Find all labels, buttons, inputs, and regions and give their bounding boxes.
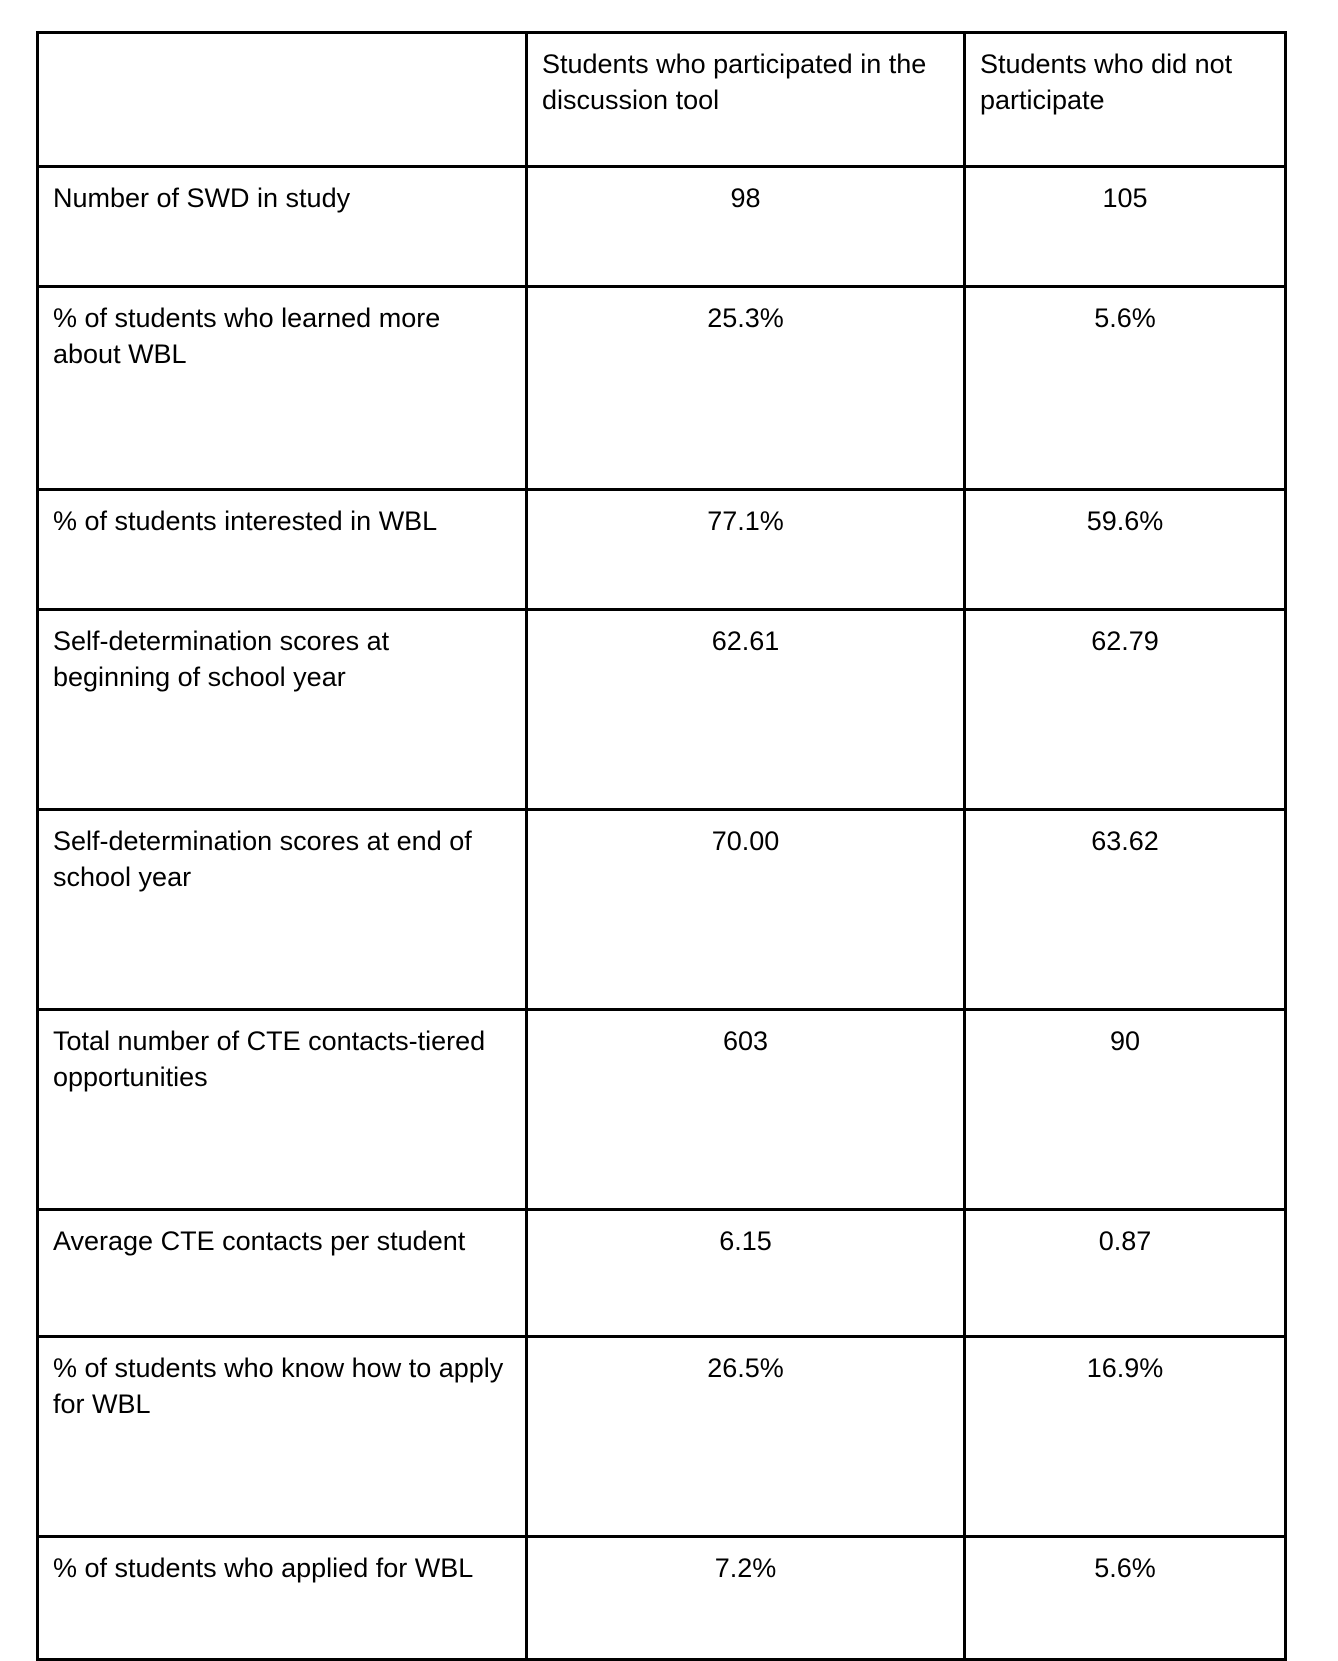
table-header — [38, 33, 1286, 167]
cell-did-not-participate: 5.6% — [965, 1537, 1286, 1660]
cell-did-not-participate: 62.79 — [965, 610, 1286, 810]
cell-participated: 26.5% — [527, 1337, 965, 1537]
table-row — [38, 610, 1286, 810]
table-header-row — [38, 33, 1286, 167]
column-header-metric — [38, 33, 527, 167]
row-label: Average CTE contacts per student — [38, 1210, 527, 1337]
row-label: % of students who applied for WBL — [38, 1537, 527, 1660]
table-row — [38, 1010, 1286, 1210]
column-header-participated: Students who participated in the discussion tool — [527, 33, 965, 167]
table-row — [38, 1537, 1286, 1660]
cell-participated: 25.3% — [527, 287, 965, 490]
row-label: Self-determination scores at beginning of school year — [38, 610, 527, 810]
cell-did-not-participate: 90 — [965, 1010, 1286, 1210]
row-label: % of students interested in WBL — [38, 490, 527, 610]
cell-did-not-participate: 0.87 — [965, 1210, 1286, 1337]
row-label: Total number of CTE contacts-tiered opportunities — [38, 1010, 527, 1210]
cell-participated: 603 — [527, 1010, 965, 1210]
row-label: % of students who learned more about WBL — [38, 287, 527, 490]
cell-did-not-participate: 63.62 — [965, 810, 1286, 1010]
table-body — [38, 167, 1286, 1660]
table-row — [38, 490, 1286, 610]
row-label: Number of SWD in study — [38, 167, 527, 287]
table-row — [38, 167, 1286, 287]
results-table — [36, 31, 1287, 1661]
column-header-did-not-participate: Students who did not participate — [965, 33, 1286, 167]
table-row — [38, 1337, 1286, 1537]
cell-did-not-participate: 59.6% — [965, 490, 1286, 610]
cell-participated: 6.15 — [527, 1210, 965, 1337]
row-label: Self-determination scores at end of school year — [38, 810, 527, 1010]
cell-participated: 77.1% — [527, 490, 965, 610]
table-row — [38, 810, 1286, 1010]
cell-did-not-participate: 16.9% — [965, 1337, 1286, 1537]
row-label: % of students who know how to apply for WBL — [38, 1337, 527, 1537]
cell-did-not-participate: 5.6% — [965, 287, 1286, 490]
table-row — [38, 1210, 1286, 1337]
cell-participated: 98 — [527, 167, 965, 287]
cell-participated: 7.2% — [527, 1537, 965, 1660]
cell-did-not-participate: 105 — [965, 167, 1286, 287]
cell-participated: 70.00 — [527, 810, 965, 1010]
table-row — [38, 287, 1286, 490]
cell-participated: 62.61 — [527, 610, 965, 810]
